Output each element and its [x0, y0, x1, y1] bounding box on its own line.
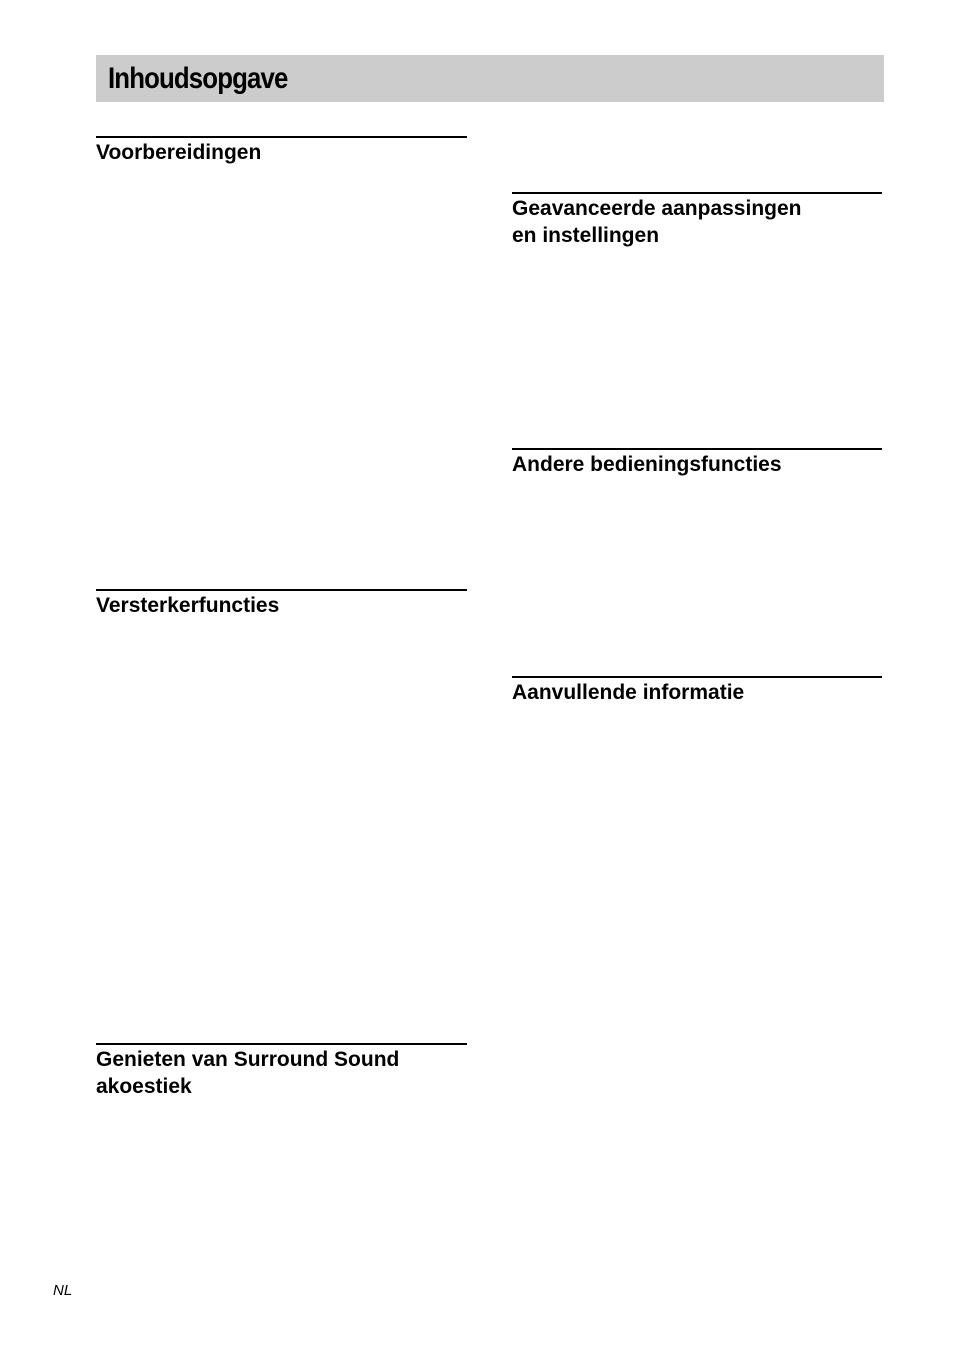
section-heading-versterkerfuncties: Versterkerfuncties: [96, 594, 280, 617]
section-aanvullende-informatie: [512, 676, 882, 706]
section-andere-bedieningsfuncties: [512, 448, 882, 478]
section-heading-voorbereidingen: Voorbereidingen: [96, 141, 262, 164]
section-surround-sound: [96, 1043, 467, 1100]
section-versterkerfuncties: [96, 589, 467, 619]
section-geavanceerde-aanpassingen: [512, 192, 882, 249]
section-voorbereidingen: [96, 136, 467, 166]
language-code: NL: [53, 1282, 73, 1299]
section-heading-aanvullende-informatie: Aanvullende informatie: [512, 681, 745, 704]
page-title-bar: [96, 55, 884, 102]
section-heading-andere-bedieningsfuncties: Andere bedieningsfuncties: [512, 453, 782, 476]
page-title: Inhoudsopgave: [108, 62, 288, 95]
section-heading-surround-sound: Genieten van Surround Sound akoestiek: [96, 1048, 400, 1098]
section-heading-geavanceerde-aanpassingen: Geavanceerde aanpassingen en instellingen: [512, 197, 802, 247]
